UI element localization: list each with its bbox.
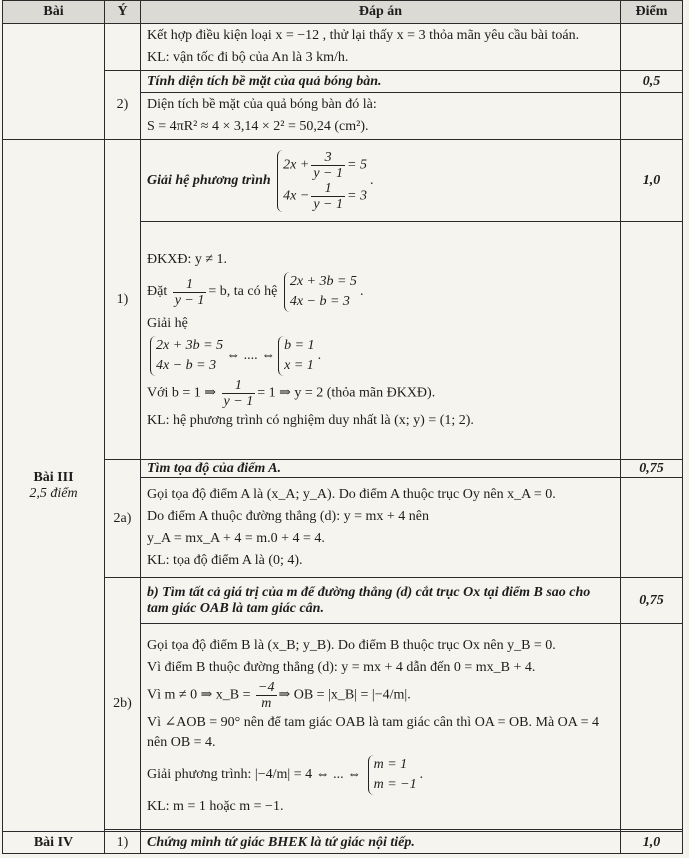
bai-3-points: 2,5 điểm (29, 485, 78, 501)
header-row (3, 1, 683, 24)
item-2a: 2a) (105, 460, 141, 578)
s2b-line2: Vì điểm B thuộc đường thẳng (d): y = mx + 4 dẫn đến 0 = mx_B + 4. (147, 660, 536, 675)
s2b-conclusion: KL: m = 1 hoặc m = −1. (147, 799, 284, 814)
q2b-points: 0,75 (621, 578, 683, 624)
s1-conclusion: KL: hệ phương trình có nghiệm duy nhất là (x; y) = (1; 2). (147, 413, 474, 428)
item-2b: 2b) (105, 578, 141, 830)
bai-4-item: 1) (105, 832, 141, 854)
b4-points: 1,0 (621, 832, 683, 854)
r2-title: Tính diện tích bề mặt của quả bóng bàn. (141, 71, 621, 93)
q2a-points: 0,75 (621, 460, 683, 478)
s2a-line3: y_A = mx_A + 4 = m.0 + 4 = 4. (147, 530, 325, 546)
s2b-line4: Vì ∠AOB = 90° nên để tam giác OAB là tam giác cân thì OA = OB. Mà OA = 4 nên OB = 4. (147, 715, 599, 750)
q1-system: 2x + $\frac{3}{y - 1}$ = 5 4x − $\frac{1}{y - 1}$ = 3 (277, 150, 367, 212)
item-1: 1) (105, 140, 141, 460)
s2b-line1: Gọi tọa độ điểm B là (x_B; y_B). Do điểm B thuộc trục Ox nên y_B = 0. (147, 638, 556, 653)
s2a-line2: Do điểm A thuộc đường thẳng (d): y = mx + 4 nên (147, 508, 429, 524)
r1-line2: KL: vận tốc đi bộ của An là 3 km/h. (147, 50, 349, 65)
item-2: 2) (105, 71, 141, 140)
r3-line1: Diện tích bề mặt của quả bóng bàn đó là: (147, 97, 377, 112)
r2-points: 0,5 (621, 71, 683, 93)
s2a-line4: KL: tọa độ điểm A là (0; 4). (147, 552, 303, 568)
q1-title: Giải hệ phương trình (147, 172, 271, 188)
q2a-title: Tìm tọa độ của điểm A. (141, 460, 621, 478)
header-diem: Điểm (621, 1, 683, 24)
q2b-title: b) Tìm tất cả giá trị của m để đường thẳng (d) cắt trục Ox tại điểm B sao cho tam giác OAB là tam giác cân. (141, 578, 621, 624)
b4-title: Chứng minh tứ giác BHEK là tứ giác nội tiếp. (141, 832, 621, 854)
r1-line1: Kết hợp điều kiện loại x = −12 , thử lại thấy x = 3 thỏa mãn yêu cầu bài toán. (147, 28, 580, 43)
s2a-line1: Gọi tọa độ điểm A là (x_A; y_A). Do điểm A thuộc trục Oy nên x_A = 0. (147, 486, 556, 502)
q1-points: 1,0 (621, 140, 683, 222)
header-bai: Bài (3, 1, 105, 24)
answer-table: Bài Ý Đáp án Điểm Kết hợp điều kiện loại x = −12 , thử lại thấy x = 3 thỏa mãn yêu cầu bài toán. KL: vận tốc đi bộ của An là 3 km/h. 2) Tính diện tích bề mặt của quả bóng bàn. 0,5 Diện tích bề mặt của quả bóng bàn đó là: S = 4πR² ≈ 4 × 3,14 × 2² = 50,24 (cm²). Bài III 2,5 điểm 1) Giải hệ phương trình 2x + $\frac{3}{y - 1}$ = 5 4x − $\frac{1}{y - 1}$ = 3 . 1,0 ĐKXĐ: y ≠ 1. Đặt $\frac{1}{y - 1}$ = b, ta có hệ 2x + 3b = 5 4x − b = 3 . Giải hệ 2x + 3b = 5 4x − b = 3 ⇔ .... ⇔ b = 1 x = 1 . Với b = 1 ⇒ $\frac{1}{y - 1}$ = 1 ⇒ y = 2 (thỏa mãn ĐKXĐ). KL: hệ phương trình có nghiệm duy nhất là (x; y) = (1; 2). 2a) Tìm tọa độ của điểm A. 0,75 Gọi tọa độ điểm A là (x_A; y_A). Do điểm A thuộc trục Oy nên x_A = 0. Do điểm A thuộc đường thẳng (d): y = mx + 4 nên y_A = mx_A + 4 = m.0 + 4 = 4. KL: tọa độ điểm A là (0; 4). 2b) b) Tìm tất cả giá trị của m để đường thẳng (d) cắt trục Ox tại điểm B sao cho tam giác OAB là tam giác cân. 0,75 Gọi tọa độ điểm B là (x_B; y_B). Do điểm B thuộc trục Ox nên y_B = 0. Vì điểm B thuộc đường thẳng (d): y = mx + 4 dẫn đến 0 = mx_B + 4. Vì m ≠ 0 ⇒ x_B = $\frac{-4}{m}$ ⇒ OB = |x_B| = |−4/m|. Vì ∠AOB = 90° nên để tam giác OAB là tam giác cân thì OA = OB. Mà OA = 4 nên OB = 4. Giải phương trình: |−4/m| = 4 ⇔ ... ⇔ m = 1 m = −1 . KL: m = 1 hoặc m = −1. Bài IV 1) Chứng minh tứ giác BHEK là tứ giác nội tiếp. 1,0 (2, 0, 683, 854)
bai-3-cell (3, 140, 105, 832)
s1-dkxd: ĐKXĐ: y ≠ 1. (147, 252, 228, 267)
header-y: Ý (105, 1, 141, 24)
s1-giai: Giải hệ (147, 316, 188, 331)
bai-3-label: Bài III (33, 469, 74, 485)
header-dap-an: Đáp án (141, 1, 621, 24)
r3-line2: S = 4πR² ≈ 4 × 3,14 × 2² = 50,24 (cm²). (147, 119, 369, 134)
bai-4-label: Bài IV (3, 832, 105, 854)
